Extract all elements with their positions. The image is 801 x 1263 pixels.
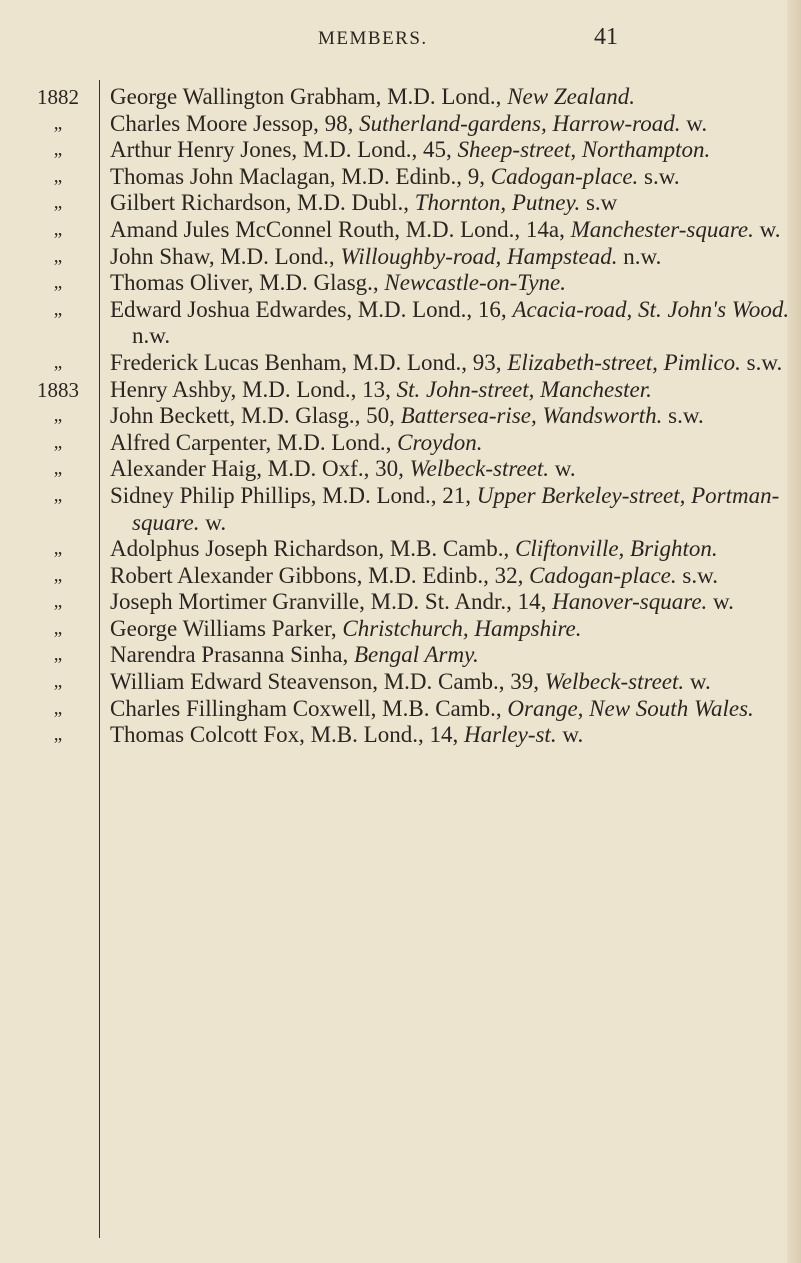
member-entry — [0, 642, 790, 669]
member-text — [110, 244, 801, 271]
member-text — [110, 616, 801, 643]
member-name: Arthur Henry Jones, M.D. Lond., 45, — [110, 137, 458, 163]
member-entry — [0, 483, 790, 536]
member-name: George Wallington Grabham, M.D. Lond., — [110, 84, 508, 109]
member-address: New Zealand. — [507, 84, 635, 109]
election-year: „ — [53, 245, 63, 267]
member-text — [110, 217, 801, 244]
member-entry — [0, 456, 790, 483]
election-year: „ — [53, 405, 63, 427]
member-text — [110, 137, 801, 164]
member-entry — [0, 190, 790, 217]
member-address: Sutherland-gardens, Harrow-road. — [359, 110, 681, 136]
election-year: „ — [53, 272, 63, 294]
election-year: „ — [53, 139, 63, 161]
member-address: Manchester-square. — [570, 216, 754, 242]
election-year: 1883 — [37, 377, 79, 402]
member-text — [110, 642, 801, 669]
member-name: Thomas Colcott Fox, M.B. Lond., 14, — [110, 722, 464, 748]
member-address: Cadogan-place. — [529, 562, 677, 588]
member-entry — [0, 297, 790, 350]
member-text — [110, 563, 801, 590]
member-address: Hanover-square. — [552, 589, 708, 615]
postal-district: n.w. — [132, 323, 171, 349]
member-entry — [0, 137, 790, 164]
member-text — [110, 297, 801, 350]
member-address: Welbeck-street. — [544, 669, 685, 695]
member-address: Cliftonville, Brighton. — [515, 536, 718, 562]
member-text — [110, 456, 801, 483]
member-address: Thornton, Putney. — [414, 190, 581, 216]
member-entry — [0, 84, 790, 111]
election-year: „ — [53, 644, 63, 666]
election-year: „ — [53, 591, 63, 613]
member-list — [0, 84, 790, 749]
election-year: „ — [53, 112, 63, 134]
election-year: „ — [53, 218, 63, 240]
member-address: Welbeck-street. — [409, 456, 550, 482]
member-address: Elizabeth-street, Pimlico. — [507, 349, 741, 375]
member-text — [110, 669, 801, 696]
member-text — [110, 722, 801, 749]
postal-district: s.w. — [638, 163, 680, 189]
member-name: Thomas John Maclagan, M.D. Edinb., 9, — [110, 163, 491, 189]
member-address: Harley-st. — [463, 722, 557, 748]
page-header — [0, 20, 801, 64]
member-text — [110, 270, 801, 297]
member-address: Sheep-street, Northampton. — [457, 137, 711, 163]
running-title: MEMBERS. — [318, 28, 428, 49]
member-entry — [0, 669, 790, 696]
postal-district: w. — [556, 722, 584, 748]
member-entry — [0, 722, 790, 749]
member-text — [110, 84, 801, 111]
postal-district: w. — [707, 589, 734, 615]
election-year: „ — [53, 697, 63, 719]
postal-district: w. — [680, 110, 708, 136]
member-text — [110, 377, 801, 404]
postal-district: n.w. — [617, 243, 662, 269]
election-year: „ — [53, 671, 63, 693]
member-entry — [0, 244, 790, 271]
member-name: Gilbert Richardson, M.D. Dubl., — [110, 190, 415, 216]
member-text — [110, 190, 801, 217]
member-entry — [0, 589, 790, 616]
member-name: Sidney Philip Phillips, M.D. Lond., 21, — [110, 482, 477, 508]
member-name: Adolphus Joseph Richardson, M.B. Camb., — [110, 536, 516, 562]
member-address: Upper Berkeley-street, Portman-square. — [132, 482, 780, 535]
member-address: Willoughby-road, Hampstead. — [340, 243, 618, 269]
election-year: „ — [53, 431, 63, 453]
member-text — [110, 696, 801, 723]
member-entry — [0, 536, 790, 563]
member-address: Cadogan-place. — [490, 163, 639, 189]
postal-district: w. — [684, 669, 711, 695]
member-entry — [0, 111, 790, 138]
member-address: Newcastle-on-Tyne. — [384, 270, 567, 296]
member-text — [110, 164, 801, 191]
member-name: Henry Ashby, M.D. Lond., 13, — [110, 376, 397, 402]
postal-district: s.w. — [676, 562, 718, 588]
member-name: Frederick Lucas Benham, M.D. Lond., 93, — [110, 349, 508, 375]
election-year: „ — [53, 192, 63, 214]
member-name: William Edward Steavenson, M.D. Camb., 39, — [110, 669, 545, 695]
member-address: Croydon. — [397, 429, 483, 455]
member-entry — [0, 164, 790, 191]
member-address: Bengal Army. — [353, 642, 479, 668]
member-address: Battersea-rise, Wandsworth. — [400, 403, 663, 429]
page-number: 41 — [594, 24, 618, 50]
election-year: „ — [53, 538, 63, 560]
member-name: John Shaw, M.D. Lond., — [110, 243, 341, 269]
postal-district: w. — [753, 216, 781, 242]
member-entry — [0, 696, 790, 723]
election-year: „ — [53, 298, 63, 320]
member-entry — [0, 430, 790, 457]
member-name: Alfred Carpenter, M.D. Lond., — [110, 429, 398, 455]
election-year: „ — [53, 458, 63, 480]
member-name: Charles Fillingham Coxwell, M.B. Camb., — [110, 695, 508, 721]
member-name: Charles Moore Jessop, 98, — [110, 110, 360, 136]
member-entry — [0, 270, 790, 297]
member-text — [110, 589, 801, 616]
member-entry — [0, 377, 790, 404]
member-text — [110, 430, 801, 457]
election-year: 1882 — [37, 85, 79, 109]
postal-district: s.w. — [740, 349, 783, 375]
member-entry — [0, 403, 790, 430]
election-year: „ — [53, 617, 63, 639]
member-name: Thomas Oliver, M.D. Glasg., — [110, 270, 385, 296]
member-name: Robert Alexander Gibbons, M.D. Edinb., 32, — [110, 562, 530, 588]
member-text — [110, 536, 801, 563]
member-name: John Beckett, M.D. Glasg., 50, — [110, 403, 401, 429]
member-name: Edward Joshua Edwardes, M.D. Lond., 16, — [110, 296, 513, 322]
member-entry — [0, 563, 790, 590]
election-year: „ — [53, 724, 63, 746]
member-text — [110, 350, 801, 377]
member-name: Alexander Haig, M.D. Oxf., 30, — [110, 456, 410, 482]
member-text — [110, 483, 801, 536]
member-text — [110, 111, 801, 138]
member-name: Amand Jules McConnel Routh, M.D. Lond., 14a, — [110, 216, 571, 242]
postal-district: w. — [199, 509, 227, 535]
member-name: Joseph Mortimer Granville, M.D. St. Andr., 14, — [110, 589, 553, 615]
postal-district: s.w. — [662, 403, 704, 429]
member-entry — [0, 350, 790, 377]
member-address: Orange, New South Wales. — [507, 695, 754, 721]
member-address: Acacia-road, St. John's Wood. — [512, 296, 790, 322]
postal-district: w. — [549, 456, 576, 482]
member-name: Narendra Prasanna Sinha, — [110, 642, 354, 668]
election-year: „ — [53, 165, 63, 187]
member-address: St. John-street, Manchester. — [396, 376, 652, 402]
member-text — [110, 403, 801, 430]
election-year: „ — [53, 484, 63, 506]
election-year: „ — [53, 564, 63, 586]
postal-district: s.w — [580, 190, 618, 216]
member-name: George Williams Parker, — [110, 615, 343, 641]
election-year: „ — [53, 351, 63, 373]
member-address: Christchurch, Hampshire. — [342, 615, 582, 641]
member-entry — [0, 616, 790, 643]
member-entry — [0, 217, 790, 244]
